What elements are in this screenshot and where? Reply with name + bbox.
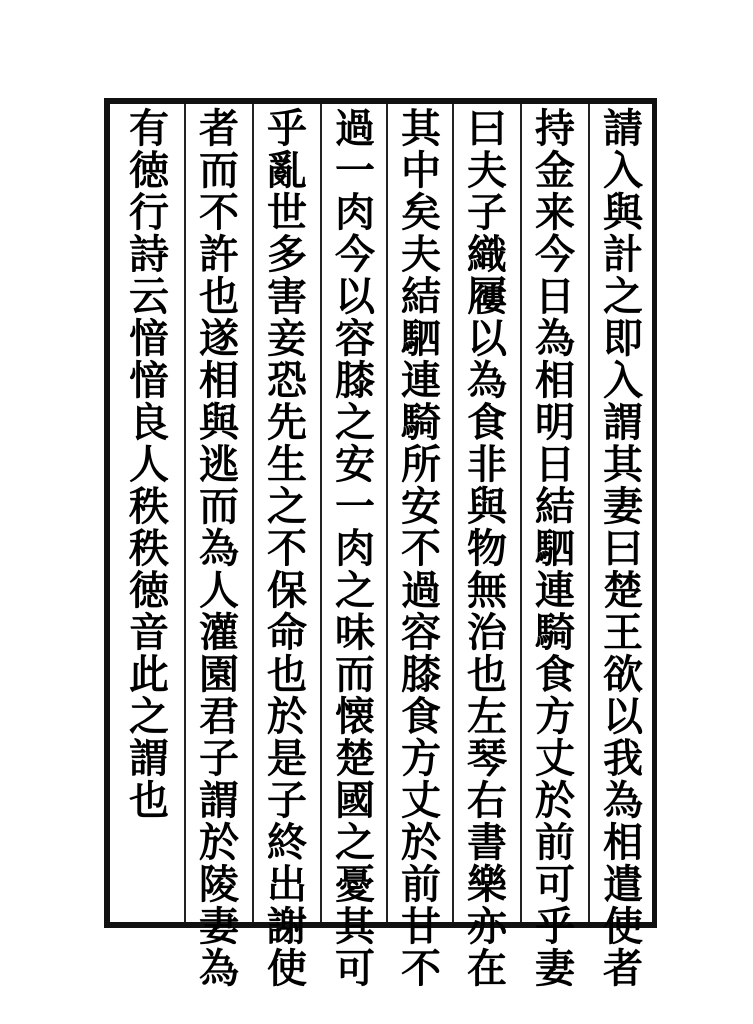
glyph: 不: [401, 525, 441, 572]
glyph: 與: [467, 483, 507, 530]
glyph: 乎: [267, 105, 307, 152]
glyph: 甘: [401, 903, 441, 950]
glyph: 夫: [467, 147, 507, 194]
glyph: 之: [129, 693, 169, 740]
glyph: 左: [467, 693, 507, 740]
glyph: 徳: [129, 147, 169, 194]
glyph: 連: [535, 567, 575, 614]
glyph: 也: [467, 651, 507, 698]
glyph: 駟: [535, 525, 575, 572]
glyph: 味: [335, 609, 375, 656]
glyph: 請: [603, 105, 643, 152]
glyph: 物: [467, 525, 507, 572]
glyph: 可: [335, 945, 375, 992]
glyph: 與: [199, 399, 239, 446]
glyph: 其: [401, 105, 441, 152]
glyph: 妻: [603, 483, 643, 530]
glyph: 之: [603, 273, 643, 320]
text-column-2: [524, 105, 586, 992]
column-rule: [184, 104, 186, 922]
glyph: 詩: [129, 231, 169, 278]
text-column-7: [188, 105, 250, 992]
glyph: 保: [267, 567, 307, 614]
glyph: 以: [467, 315, 507, 362]
glyph: 前: [535, 819, 575, 866]
glyph: 以: [335, 273, 375, 320]
glyph: 之: [335, 819, 375, 866]
glyph: 生: [267, 441, 307, 488]
glyph: 丈: [401, 777, 441, 824]
glyph: 妻: [199, 903, 239, 950]
glyph: 肉: [335, 525, 375, 572]
glyph: 為: [199, 525, 239, 572]
glyph: 今: [535, 231, 575, 278]
glyph: 於: [199, 819, 239, 866]
glyph: 不: [199, 189, 239, 236]
glyph: 先: [267, 399, 307, 446]
glyph: 與: [603, 189, 643, 236]
glyph: 相: [603, 819, 643, 866]
glyph: 也: [199, 273, 239, 320]
glyph: 織: [467, 231, 507, 278]
glyph: 丈: [535, 735, 575, 782]
glyph: 之: [267, 483, 307, 530]
glyph: 之: [335, 399, 375, 446]
glyph: 妻: [535, 945, 575, 992]
glyph: 相: [199, 357, 239, 404]
glyph: 亦: [467, 903, 507, 950]
glyph: 過: [401, 567, 441, 614]
glyph: 琴: [467, 735, 507, 782]
glyph: 為: [199, 945, 239, 992]
glyph: 於: [401, 819, 441, 866]
glyph: 今: [335, 231, 375, 278]
glyph: 安: [401, 483, 441, 530]
glyph: 出: [267, 861, 307, 908]
glyph: 多: [267, 231, 307, 278]
glyph: 命: [267, 609, 307, 656]
glyph: 徳: [129, 567, 169, 614]
glyph: 肉: [335, 189, 375, 236]
glyph: 為: [603, 777, 643, 824]
glyph: 音: [129, 609, 169, 656]
glyph: 憂: [335, 861, 375, 908]
glyph: 子: [267, 777, 307, 824]
glyph: 遂: [199, 315, 239, 362]
glyph: 膝: [335, 357, 375, 404]
glyph: 過: [335, 105, 375, 152]
glyph: 使: [603, 903, 643, 950]
glyph: 行: [129, 189, 169, 236]
glyph: 一: [335, 483, 375, 530]
glyph: 子: [199, 735, 239, 782]
glyph: 治: [467, 609, 507, 656]
glyph: 騎: [535, 609, 575, 656]
glyph: 金: [535, 147, 575, 194]
glyph: 而: [199, 483, 239, 530]
glyph: 方: [535, 693, 575, 740]
glyph: 子: [467, 189, 507, 236]
glyph: 非: [467, 441, 507, 488]
glyph: 連: [401, 357, 441, 404]
glyph: 灌: [199, 609, 239, 656]
text-column-3: [456, 105, 518, 992]
glyph: 不: [401, 945, 441, 992]
column-rule: [252, 104, 254, 922]
glyph: 謂: [199, 777, 239, 824]
glyph: 食: [401, 693, 441, 740]
glyph: 其: [603, 441, 643, 488]
glyph: 也: [129, 777, 169, 824]
glyph: 有: [129, 105, 169, 152]
glyph: 矣: [401, 189, 441, 236]
text-frame: [104, 98, 657, 992]
glyph: 書: [467, 819, 507, 866]
glyph: 即: [603, 315, 643, 362]
glyph: 結: [401, 273, 441, 320]
glyph: 安: [335, 441, 375, 488]
glyph: 而: [335, 651, 375, 698]
glyph: 我: [603, 735, 643, 782]
glyph: 樂: [467, 861, 507, 908]
glyph: 楚: [603, 567, 643, 614]
glyph: 謂: [603, 399, 643, 446]
glyph: 在: [467, 945, 507, 992]
glyph: 中: [401, 147, 441, 194]
glyph: 日: [535, 273, 575, 320]
glyph: 謝: [267, 903, 307, 950]
glyph: 恐: [267, 357, 307, 404]
text-column-4: [390, 105, 452, 992]
glyph: 許: [199, 231, 239, 278]
glyph: 曰: [603, 525, 643, 572]
column-rule: [452, 104, 454, 922]
glyph: 一: [335, 147, 375, 194]
glyph: 而: [199, 147, 239, 194]
glyph: 騎: [401, 399, 441, 446]
glyph: 云: [129, 273, 169, 320]
glyph: 容: [401, 609, 441, 656]
glyph: 方: [401, 735, 441, 782]
glyph: 夫: [401, 231, 441, 278]
glyph: 王: [603, 609, 643, 656]
glyph: 也: [267, 651, 307, 698]
glyph: 膝: [401, 651, 441, 698]
text-column-6: [256, 105, 318, 992]
glyph: 其: [335, 903, 375, 950]
glyph: 於: [267, 693, 307, 740]
glyph: 為: [467, 357, 507, 404]
glyph: 以: [603, 693, 643, 740]
glyph: 君: [199, 693, 239, 740]
glyph: 者: [603, 945, 643, 992]
glyph: 前: [401, 861, 441, 908]
glyph: 於: [535, 777, 575, 824]
glyph: 秩: [129, 483, 169, 530]
glyph: 結: [535, 483, 575, 530]
glyph: 之: [335, 567, 375, 614]
glyph: 良: [129, 399, 169, 446]
glyph: 國: [335, 777, 375, 824]
text-column-8: [118, 105, 180, 918]
column-rule: [520, 104, 522, 922]
glyph: 計: [603, 231, 643, 278]
glyph: 為: [535, 315, 575, 362]
glyph: 無: [467, 567, 507, 614]
glyph: 遣: [603, 861, 643, 908]
frame-border-top: [104, 98, 657, 104]
glyph: 乎: [535, 903, 575, 950]
glyph: 愔: [129, 315, 169, 362]
glyph: 相: [535, 357, 575, 404]
glyph: 入: [603, 357, 643, 404]
glyph: 屨: [467, 273, 507, 320]
glyph: 是: [267, 735, 307, 782]
glyph: 来: [535, 189, 575, 236]
column-rule: [588, 104, 590, 922]
glyph: 終: [267, 819, 307, 866]
text-column-5: [324, 105, 386, 992]
glyph: 懐: [335, 693, 375, 740]
glyph: 園: [199, 651, 239, 698]
glyph: 不: [267, 525, 307, 572]
glyph: 食: [535, 651, 575, 698]
glyph: 世: [267, 189, 307, 236]
glyph: 人: [129, 441, 169, 488]
glyph: 害: [267, 273, 307, 320]
glyph: 入: [603, 147, 643, 194]
glyph: 食: [467, 399, 507, 446]
glyph: 陵: [199, 861, 239, 908]
glyph: 日: [535, 441, 575, 488]
glyph: 持: [535, 105, 575, 152]
glyph: 明: [535, 399, 575, 446]
column-rule: [386, 104, 388, 922]
glyph: 使: [267, 945, 307, 992]
glyph: 楚: [335, 735, 375, 782]
glyph: 亂: [267, 147, 307, 194]
glyph: 右: [467, 777, 507, 824]
glyph: 所: [401, 441, 441, 488]
glyph: 曰: [467, 105, 507, 152]
glyph: 欲: [603, 651, 643, 698]
frame-border-left: [104, 98, 110, 928]
glyph: 人: [199, 567, 239, 614]
glyph: 妾: [267, 315, 307, 362]
glyph: 秩: [129, 525, 169, 572]
glyph: 愔: [129, 357, 169, 404]
text-column-1: [592, 105, 654, 992]
glyph: 謂: [129, 735, 169, 782]
glyph: 此: [129, 651, 169, 698]
column-rule: [320, 104, 322, 922]
glyph: 駟: [401, 315, 441, 362]
glyph: 可: [535, 861, 575, 908]
glyph: 者: [199, 105, 239, 152]
glyph: 逃: [199, 441, 239, 488]
glyph: 容: [335, 315, 375, 362]
